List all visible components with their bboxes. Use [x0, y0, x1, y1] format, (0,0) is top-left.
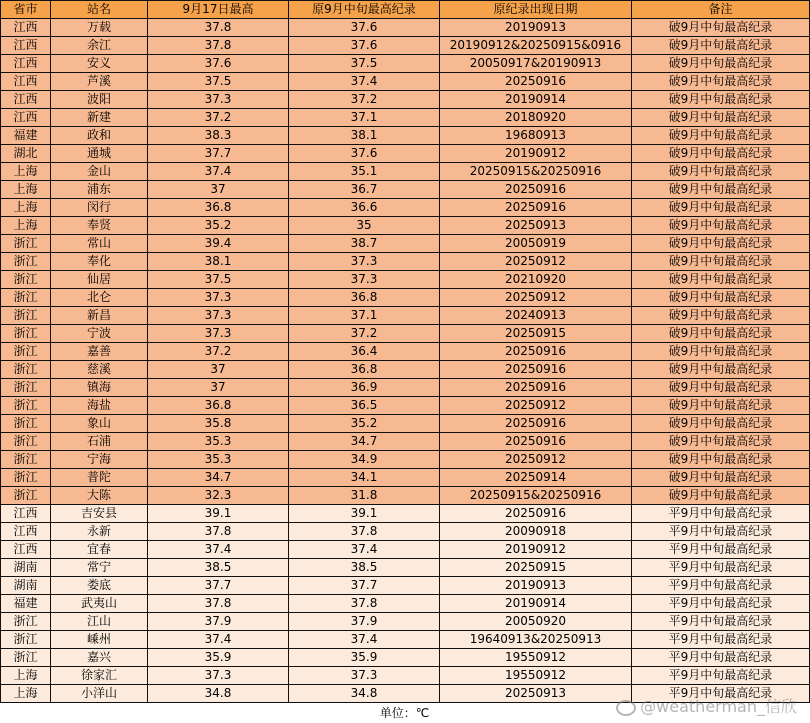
table-row — [1, 109, 810, 127]
table-row — [1, 523, 810, 541]
cell-note: 破9月中旬最高纪录 — [632, 235, 810, 253]
cell-record-date: 20250912 — [440, 289, 632, 307]
cell-station: 嘉兴 — [51, 649, 148, 667]
cell-previous-record: 37.6 — [289, 19, 440, 37]
cell-province: 浙江 — [1, 631, 51, 649]
table-row — [1, 649, 810, 667]
cell-sep17-max: 37.3 — [148, 91, 289, 109]
table-row — [1, 541, 810, 559]
cell-note: 平9月中旬最高纪录 — [632, 505, 810, 523]
cell-province: 江西 — [1, 55, 51, 73]
cell-station: 安义 — [51, 55, 148, 73]
table-row — [1, 235, 810, 253]
cell-record-date: 20050919 — [440, 235, 632, 253]
table-row — [1, 379, 810, 397]
cell-sep17-max: 35.3 — [148, 451, 289, 469]
cell-sep17-max: 37.7 — [148, 577, 289, 595]
cell-province: 湖北 — [1, 145, 51, 163]
cell-province: 浙江 — [1, 415, 51, 433]
cell-note: 破9月中旬最高纪录 — [632, 379, 810, 397]
cell-record-date: 20250912 — [440, 451, 632, 469]
cell-previous-record: 36.4 — [289, 343, 440, 361]
cell-sep17-max: 37.8 — [148, 37, 289, 55]
cell-record-date: 20190912&20250915&0916 — [440, 37, 632, 55]
cell-record-date: 20250912 — [440, 397, 632, 415]
cell-previous-record: 36.9 — [289, 379, 440, 397]
cell-record-date: 20050917&20190913 — [440, 55, 632, 73]
cell-station: 闵行 — [51, 199, 148, 217]
cell-station: 芦溪 — [51, 73, 148, 91]
cell-note: 破9月中旬最高纪录 — [632, 361, 810, 379]
cell-sep17-max: 38.3 — [148, 127, 289, 145]
cell-sep17-max: 37.3 — [148, 325, 289, 343]
cell-province: 浙江 — [1, 613, 51, 631]
cell-sep17-max: 37.5 — [148, 73, 289, 91]
cell-previous-record: 36.5 — [289, 397, 440, 415]
cell-sep17-max: 37.7 — [148, 145, 289, 163]
header-record-date: 原纪录出现日期 — [440, 1, 632, 19]
cell-province: 江西 — [1, 523, 51, 541]
cell-sep17-max: 37.8 — [148, 523, 289, 541]
table-row — [1, 577, 810, 595]
cell-sep17-max: 35.3 — [148, 433, 289, 451]
cell-note: 平9月中旬最高纪录 — [632, 523, 810, 541]
cell-record-date: 20250916 — [440, 343, 632, 361]
cell-record-date: 20250916 — [440, 433, 632, 451]
cell-province: 浙江 — [1, 433, 51, 451]
cell-sep17-max: 37.3 — [148, 667, 289, 685]
cell-note: 破9月中旬最高纪录 — [632, 109, 810, 127]
cell-record-date: 20210920 — [440, 271, 632, 289]
cell-station: 慈溪 — [51, 361, 148, 379]
cell-sep17-max: 37.3 — [148, 307, 289, 325]
table-row — [1, 631, 810, 649]
cell-note: 破9月中旬最高纪录 — [632, 163, 810, 181]
cell-station: 浦东 — [51, 181, 148, 199]
table-row — [1, 127, 810, 145]
cell-sep17-max: 39.4 — [148, 235, 289, 253]
cell-record-date: 20250915&20250916 — [440, 163, 632, 181]
cell-station: 新昌 — [51, 307, 148, 325]
cell-record-date: 20250916 — [440, 181, 632, 199]
cell-previous-record: 38.5 — [289, 559, 440, 577]
cell-record-date: 20190912 — [440, 145, 632, 163]
cell-previous-record: 37.4 — [289, 73, 440, 91]
table-row — [1, 433, 810, 451]
cell-record-date: 20190913 — [440, 19, 632, 37]
cell-sep17-max: 34.7 — [148, 469, 289, 487]
cell-sep17-max: 37.6 — [148, 55, 289, 73]
cell-province: 江西 — [1, 73, 51, 91]
table-row — [1, 451, 810, 469]
cell-previous-record: 35.1 — [289, 163, 440, 181]
table-row — [1, 559, 810, 577]
cell-previous-record: 37.1 — [289, 109, 440, 127]
cell-station: 普陀 — [51, 469, 148, 487]
cell-previous-record: 37.8 — [289, 523, 440, 541]
cell-record-date: 20190912 — [440, 541, 632, 559]
cell-province: 江西 — [1, 109, 51, 127]
cell-note: 破9月中旬最高纪录 — [632, 289, 810, 307]
cell-previous-record: 34.8 — [289, 685, 440, 703]
cell-previous-record: 37.3 — [289, 253, 440, 271]
cell-station: 海盐 — [51, 397, 148, 415]
cell-record-date: 20090918 — [440, 523, 632, 541]
header-station: 站名 — [51, 1, 148, 19]
table-row — [1, 19, 810, 37]
cell-record-date: 20250916 — [440, 73, 632, 91]
table-row — [1, 181, 810, 199]
table-row — [1, 343, 810, 361]
cell-province: 浙江 — [1, 397, 51, 415]
cell-note: 平9月中旬最高纪录 — [632, 685, 810, 703]
cell-note: 平9月中旬最高纪录 — [632, 667, 810, 685]
table-row — [1, 325, 810, 343]
table-row — [1, 595, 810, 613]
cell-province: 浙江 — [1, 325, 51, 343]
cell-station: 宜春 — [51, 541, 148, 559]
unit-label: 单位：℃ — [379, 706, 430, 720]
cell-station: 象山 — [51, 415, 148, 433]
cell-record-date: 20250912 — [440, 253, 632, 271]
cell-record-date: 20250915 — [440, 325, 632, 343]
cell-sep17-max: 37.4 — [148, 541, 289, 559]
cell-note: 破9月中旬最高纪录 — [632, 469, 810, 487]
cell-province: 上海 — [1, 667, 51, 685]
cell-province: 浙江 — [1, 469, 51, 487]
cell-note: 破9月中旬最高纪录 — [632, 325, 810, 343]
cell-record-date: 20250916 — [440, 361, 632, 379]
cell-station: 宁波 — [51, 325, 148, 343]
cell-note: 破9月中旬最高纪录 — [632, 217, 810, 235]
cell-province: 福建 — [1, 595, 51, 613]
cell-province: 浙江 — [1, 235, 51, 253]
cell-note: 平9月中旬最高纪录 — [632, 541, 810, 559]
cell-station: 大陈 — [51, 487, 148, 505]
cell-sep17-max: 37 — [148, 361, 289, 379]
cell-sep17-max: 36.8 — [148, 397, 289, 415]
cell-station: 新建 — [51, 109, 148, 127]
cell-sep17-max: 36.8 — [148, 199, 289, 217]
table-row — [1, 469, 810, 487]
weibo-icon — [616, 700, 636, 716]
cell-previous-record: 34.9 — [289, 451, 440, 469]
cell-note: 破9月中旬最高纪录 — [632, 487, 810, 505]
table-row — [1, 307, 810, 325]
cell-sep17-max: 37.4 — [148, 163, 289, 181]
cell-province: 江西 — [1, 37, 51, 55]
cell-station: 小洋山 — [51, 685, 148, 703]
cell-station: 常山 — [51, 235, 148, 253]
cell-record-date: 20240913 — [440, 307, 632, 325]
cell-previous-record: 36.8 — [289, 361, 440, 379]
cell-station: 嵊州 — [51, 631, 148, 649]
cell-province: 上海 — [1, 199, 51, 217]
cell-previous-record: 35.2 — [289, 415, 440, 433]
cell-previous-record: 37.3 — [289, 271, 440, 289]
cell-note: 破9月中旬最高纪录 — [632, 397, 810, 415]
cell-station: 嘉善 — [51, 343, 148, 361]
table-row — [1, 361, 810, 379]
table-row — [1, 37, 810, 55]
cell-station: 万载 — [51, 19, 148, 37]
cell-province: 浙江 — [1, 271, 51, 289]
cell-previous-record: 37.5 — [289, 55, 440, 73]
cell-record-date: 20250916 — [440, 505, 632, 523]
cell-station: 金山 — [51, 163, 148, 181]
cell-note: 破9月中旬最高纪录 — [632, 19, 810, 37]
header-previous-record: 原9月中旬最高纪录 — [289, 1, 440, 19]
cell-station: 北仑 — [51, 289, 148, 307]
cell-station: 通城 — [51, 145, 148, 163]
header-note: 备注 — [632, 1, 810, 19]
cell-province: 上海 — [1, 163, 51, 181]
cell-province: 湖南 — [1, 559, 51, 577]
cell-province: 上海 — [1, 217, 51, 235]
cell-note: 破9月中旬最高纪录 — [632, 253, 810, 271]
cell-sep17-max: 39.1 — [148, 505, 289, 523]
cell-record-date: 19680913 — [440, 127, 632, 145]
cell-note: 破9月中旬最高纪录 — [632, 181, 810, 199]
cell-record-date: 20250913 — [440, 217, 632, 235]
cell-previous-record: 37.7 — [289, 577, 440, 595]
cell-note: 破9月中旬最高纪录 — [632, 37, 810, 55]
cell-province: 福建 — [1, 127, 51, 145]
cell-note: 破9月中旬最高纪录 — [632, 55, 810, 73]
cell-record-date: 20250916 — [440, 379, 632, 397]
cell-note: 破9月中旬最高纪录 — [632, 199, 810, 217]
cell-province: 浙江 — [1, 289, 51, 307]
cell-previous-record: 37.3 — [289, 667, 440, 685]
cell-previous-record: 37.2 — [289, 91, 440, 109]
cell-record-date: 19550912 — [440, 667, 632, 685]
table-row — [1, 289, 810, 307]
cell-previous-record: 37.2 — [289, 325, 440, 343]
cell-previous-record: 36.6 — [289, 199, 440, 217]
cell-sep17-max: 37.8 — [148, 595, 289, 613]
cell-previous-record: 37.9 — [289, 613, 440, 631]
cell-previous-record: 34.1 — [289, 469, 440, 487]
cell-province: 江西 — [1, 91, 51, 109]
cell-previous-record: 38.1 — [289, 127, 440, 145]
cell-sep17-max: 35.9 — [148, 649, 289, 667]
cell-sep17-max: 37.5 — [148, 271, 289, 289]
header-sep17-max: 9月17日最高 — [148, 1, 289, 19]
table-row — [1, 145, 810, 163]
cell-station: 宁海 — [51, 451, 148, 469]
cell-station: 镇海 — [51, 379, 148, 397]
cell-province: 江西 — [1, 505, 51, 523]
cell-previous-record: 39.1 — [289, 505, 440, 523]
table-row — [1, 613, 810, 631]
cell-previous-record: 37.1 — [289, 307, 440, 325]
cell-province: 浙江 — [1, 361, 51, 379]
cell-note: 平9月中旬最高纪录 — [632, 577, 810, 595]
cell-note: 破9月中旬最高纪录 — [632, 145, 810, 163]
cell-station: 娄底 — [51, 577, 148, 595]
cell-station: 武夷山 — [51, 595, 148, 613]
cell-sep17-max: 37.4 — [148, 631, 289, 649]
cell-previous-record: 35 — [289, 217, 440, 235]
cell-sep17-max: 34.8 — [148, 685, 289, 703]
cell-record-date: 20250915&20250916 — [440, 487, 632, 505]
cell-record-date: 20250915 — [440, 559, 632, 577]
cell-province: 浙江 — [1, 487, 51, 505]
cell-record-date: 20190913 — [440, 577, 632, 595]
table-row — [1, 397, 810, 415]
table-row — [1, 487, 810, 505]
cell-previous-record: 36.8 — [289, 289, 440, 307]
cell-sep17-max: 38.1 — [148, 253, 289, 271]
cell-previous-record: 37.8 — [289, 595, 440, 613]
cell-station: 永新 — [51, 523, 148, 541]
watermark-text: @weatherman_信欣 — [640, 697, 797, 716]
cell-note: 破9月中旬最高纪录 — [632, 271, 810, 289]
cell-sep17-max: 38.5 — [148, 559, 289, 577]
cell-station: 奉化 — [51, 253, 148, 271]
table-row — [1, 163, 810, 181]
cell-previous-record: 34.7 — [289, 433, 440, 451]
cell-province: 江西 — [1, 19, 51, 37]
cell-previous-record: 38.7 — [289, 235, 440, 253]
header-province: 省市 — [1, 1, 51, 19]
cell-station: 仙居 — [51, 271, 148, 289]
cell-note: 破9月中旬最高纪录 — [632, 343, 810, 361]
table-row — [1, 91, 810, 109]
watermark — [616, 697, 797, 717]
cell-record-date: 20190914 — [440, 91, 632, 109]
cell-note: 平9月中旬最高纪录 — [632, 631, 810, 649]
cell-province: 上海 — [1, 685, 51, 703]
cell-province: 上海 — [1, 181, 51, 199]
table-row — [1, 253, 810, 271]
cell-record-date: 20250914 — [440, 469, 632, 487]
cell-station: 政和 — [51, 127, 148, 145]
cell-sep17-max: 37.2 — [148, 109, 289, 127]
cell-station: 余江 — [51, 37, 148, 55]
cell-province: 湖南 — [1, 577, 51, 595]
cell-province: 浙江 — [1, 307, 51, 325]
cell-province: 江西 — [1, 541, 51, 559]
cell-province: 浙江 — [1, 379, 51, 397]
cell-note: 平9月中旬最高纪录 — [632, 613, 810, 631]
cell-sep17-max: 37.9 — [148, 613, 289, 631]
cell-previous-record: 37.6 — [289, 37, 440, 55]
cell-sep17-max: 35.8 — [148, 415, 289, 433]
cell-note: 平9月中旬最高纪录 — [632, 559, 810, 577]
cell-province: 浙江 — [1, 253, 51, 271]
cell-record-date: 20050920 — [440, 613, 632, 631]
table-row — [1, 55, 810, 73]
header-row — [1, 1, 810, 19]
cell-record-date: 20250913 — [440, 685, 632, 703]
cell-province: 浙江 — [1, 649, 51, 667]
table-row — [1, 199, 810, 217]
cell-sep17-max: 37.8 — [148, 19, 289, 37]
cell-note: 破9月中旬最高纪录 — [632, 415, 810, 433]
cell-station: 常宁 — [51, 559, 148, 577]
cell-sep17-max: 37 — [148, 181, 289, 199]
cell-province: 浙江 — [1, 343, 51, 361]
cell-station: 徐家汇 — [51, 667, 148, 685]
cell-note: 平9月中旬最高纪录 — [632, 649, 810, 667]
cell-note: 破9月中旬最高纪录 — [632, 91, 810, 109]
cell-note: 破9月中旬最高纪录 — [632, 73, 810, 91]
cell-record-date: 20180920 — [440, 109, 632, 127]
table-row — [1, 217, 810, 235]
table-row — [1, 73, 810, 91]
cell-station: 吉安县 — [51, 505, 148, 523]
cell-record-date: 20250916 — [440, 415, 632, 433]
table-row — [1, 415, 810, 433]
cell-previous-record: 37.4 — [289, 631, 440, 649]
table-row — [1, 271, 810, 289]
cell-station: 石浦 — [51, 433, 148, 451]
cell-province: 浙江 — [1, 451, 51, 469]
cell-sep17-max: 37.2 — [148, 343, 289, 361]
cell-sep17-max: 37.3 — [148, 289, 289, 307]
cell-previous-record: 37.4 — [289, 541, 440, 559]
cell-record-date: 19640913&20250913 — [440, 631, 632, 649]
cell-sep17-max: 37 — [148, 379, 289, 397]
cell-note: 破9月中旬最高纪录 — [632, 451, 810, 469]
cell-note: 破9月中旬最高纪录 — [632, 433, 810, 451]
cell-note: 破9月中旬最高纪录 — [632, 307, 810, 325]
cell-record-date: 19550912 — [440, 649, 632, 667]
cell-station: 奉贤 — [51, 217, 148, 235]
table-row — [1, 667, 810, 685]
cell-station: 江山 — [51, 613, 148, 631]
cell-sep17-max: 35.2 — [148, 217, 289, 235]
cell-previous-record: 35.9 — [289, 649, 440, 667]
cell-station: 波阳 — [51, 91, 148, 109]
cell-record-date: 20190914 — [440, 595, 632, 613]
cell-note: 平9月中旬最高纪录 — [632, 595, 810, 613]
unit-footer — [0, 697, 809, 723]
cell-sep17-max: 32.3 — [148, 487, 289, 505]
table-row — [1, 505, 810, 523]
cell-record-date: 20250916 — [440, 199, 632, 217]
cell-previous-record: 36.7 — [289, 181, 440, 199]
cell-previous-record: 37.6 — [289, 145, 440, 163]
cell-previous-record: 31.8 — [289, 487, 440, 505]
cell-note: 破9月中旬最高纪录 — [632, 127, 810, 145]
